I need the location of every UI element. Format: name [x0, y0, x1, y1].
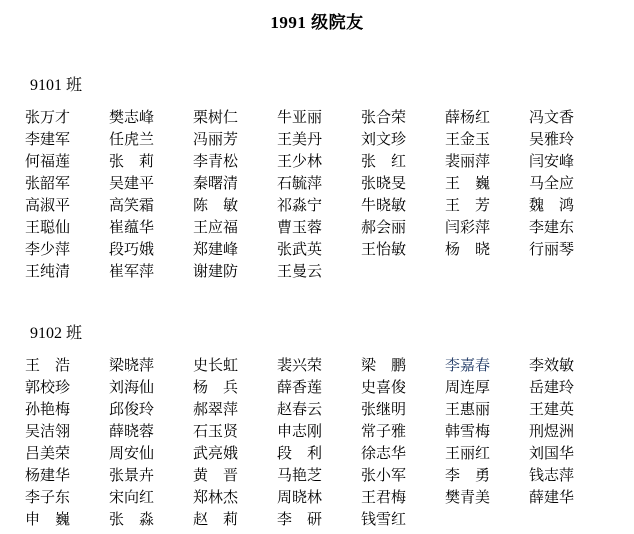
name-cell: 史长虹 [193, 358, 239, 374]
name-cell: 王曼云 [277, 264, 323, 280]
name-cell [529, 261, 613, 283]
name-cell: 邱俊玲 [109, 402, 155, 418]
name-cell: 史喜俊 [361, 380, 407, 396]
name-cell: 吴雅玲 [529, 132, 575, 148]
name-cell: 裴兴荣 [277, 358, 323, 374]
name-cell: 谢建防 [193, 264, 239, 280]
name-cell: 张韶军 [25, 176, 71, 192]
name-cell: 马艳芝 [277, 468, 323, 484]
name-cell: 李建东 [529, 220, 575, 236]
name-cell: 段 利 [277, 446, 323, 462]
name-cell: 牛晓敏 [361, 198, 407, 214]
name-cell: 行丽琴 [529, 242, 575, 258]
name-cell: 樊志峰 [109, 110, 155, 126]
name-cell: 刘国华 [529, 446, 575, 462]
name-cell: 王丽红 [445, 446, 491, 462]
name-cell: 冯丽芳 [193, 132, 239, 148]
name-cell: 闫安峰 [529, 154, 575, 170]
name-cell: 梁晓萍 [109, 358, 155, 374]
name-cell: 申志刚 [277, 424, 323, 440]
name-cell: 杨 晓 [445, 242, 491, 258]
name-cell: 周连厚 [445, 380, 491, 396]
name-cell: 李子东 [25, 490, 71, 506]
name-cell: 郭校珍 [25, 380, 71, 396]
name-cell: 李少萍 [25, 242, 71, 258]
name-cell: 杨建华 [25, 468, 71, 484]
name-cell: 王美丹 [277, 132, 323, 148]
name-cell: 宋向红 [109, 490, 155, 506]
name-cell: 张万才 [25, 110, 71, 126]
name-cell: 王怡敏 [361, 242, 407, 258]
name-cell: 樊青美 [445, 490, 491, 506]
name-cell: 张晓旻 [361, 176, 407, 192]
name-cell: 武亮娥 [193, 446, 239, 462]
name-cell: 任虎兰 [109, 132, 155, 148]
name-cell: 张 淼 [109, 512, 155, 528]
name-cell: 申 巍 [25, 512, 71, 528]
name-cell: 裴丽萍 [445, 154, 491, 170]
name-cell: 张 莉 [109, 154, 155, 170]
name-cell: 石毓萍 [277, 176, 323, 192]
name-cell: 张小军 [361, 468, 407, 484]
name-cell: 李建军 [25, 132, 71, 148]
name-grid-9102 [25, 355, 634, 531]
name-cell: 周晓林 [277, 490, 323, 506]
name-cell: 郝会丽 [361, 220, 407, 236]
name-cell: 李青松 [193, 154, 239, 170]
page-title: 1991 级院友 [270, 13, 364, 32]
name-cell: 段巧娥 [109, 242, 155, 258]
name-cell: 魏 鸿 [529, 198, 575, 214]
name-cell: 杨 兵 [193, 380, 239, 396]
name-cell: 崔军萍 [109, 264, 155, 280]
name-cell: 郝翠萍 [193, 402, 239, 418]
name-cell: 刘文珍 [361, 132, 407, 148]
name-cell: 薛晓蓉 [109, 424, 155, 440]
name-cell: 吕美荣 [25, 446, 71, 462]
name-cell: 祁淼宁 [277, 198, 323, 214]
name-cell: 郑建峰 [193, 242, 239, 258]
name-cell: 陈 敏 [193, 198, 239, 214]
name-cell [361, 261, 445, 283]
name-cell: 王 芳 [445, 198, 491, 214]
name-cell: 常子雅 [361, 424, 407, 440]
name-cell: 张继明 [361, 402, 407, 418]
name-cell [445, 509, 529, 531]
name-cell: 牛亚丽 [277, 110, 323, 126]
name-cell: 王纯清 [25, 264, 71, 280]
name-cell: 高笑霜 [109, 198, 155, 214]
name-cell: 张景卉 [109, 468, 155, 484]
name-cell: 王建英 [529, 402, 575, 418]
name-cell: 王金玉 [445, 132, 491, 148]
name-cell: 吴洁翎 [25, 424, 71, 440]
name-cell: 王少林 [277, 154, 323, 170]
name-cell: 刘海仙 [109, 380, 155, 396]
name-cell: 韩雪梅 [445, 424, 491, 440]
name-cell: 曹玉蓉 [277, 220, 323, 236]
name-cell [529, 509, 613, 531]
name-cell: 王聪仙 [25, 220, 71, 236]
name-cell: 赵 莉 [193, 512, 239, 528]
name-cell: 吴建平 [109, 176, 155, 192]
name-cell: 李效敏 [529, 358, 575, 374]
name-cell: 薛建华 [529, 490, 575, 506]
name-cell: 马全应 [529, 176, 575, 192]
name-cell: 徐志华 [361, 446, 407, 462]
name-cell: 李 勇 [445, 468, 491, 484]
name-cell: 秦曙清 [193, 176, 239, 192]
name-cell: 张武英 [277, 242, 323, 258]
name-cell: 钱志萍 [529, 468, 575, 484]
name-cell: 周安仙 [109, 446, 155, 462]
name-cell: 王应福 [193, 220, 239, 236]
name-cell: 王惠丽 [445, 402, 491, 418]
name-cell: 岳建玲 [529, 380, 575, 396]
name-cell: 石玉贤 [193, 424, 239, 440]
name-cell: 高淑平 [25, 198, 71, 214]
name-cell: 郑林杰 [193, 490, 239, 506]
name-cell: 王君梅 [361, 490, 407, 506]
name-cell: 何福莲 [25, 154, 71, 170]
name-cell: 冯文香 [529, 110, 575, 126]
name-link[interactable]: 李嘉春 [445, 358, 491, 374]
name-cell: 钱雪红 [361, 512, 407, 528]
name-cell: 刑煜洲 [529, 424, 575, 440]
name-grid-9101 [25, 107, 634, 283]
name-cell: 黄 晋 [193, 468, 239, 484]
name-cell: 栗树仁 [193, 110, 239, 126]
name-cell: 崔蕴华 [109, 220, 155, 236]
name-cell: 王 巍 [445, 176, 491, 192]
name-cell [445, 261, 529, 283]
section-heading-9102: 9102 班 [30, 325, 83, 342]
name-cell: 薛香莲 [277, 380, 323, 396]
section-heading-9101: 9101 班 [30, 77, 83, 94]
name-cell: 闫彩萍 [445, 220, 491, 236]
name-cell: 薛杨红 [445, 110, 491, 126]
name-cell: 王 浩 [25, 358, 71, 374]
name-cell: 张 红 [361, 154, 407, 170]
name-cell: 张合荣 [361, 110, 407, 126]
name-cell: 李 研 [277, 512, 323, 528]
name-cell: 赵春云 [277, 402, 323, 418]
name-cell: 梁 鹏 [361, 358, 407, 374]
name-cell: 孙艳梅 [25, 402, 71, 418]
